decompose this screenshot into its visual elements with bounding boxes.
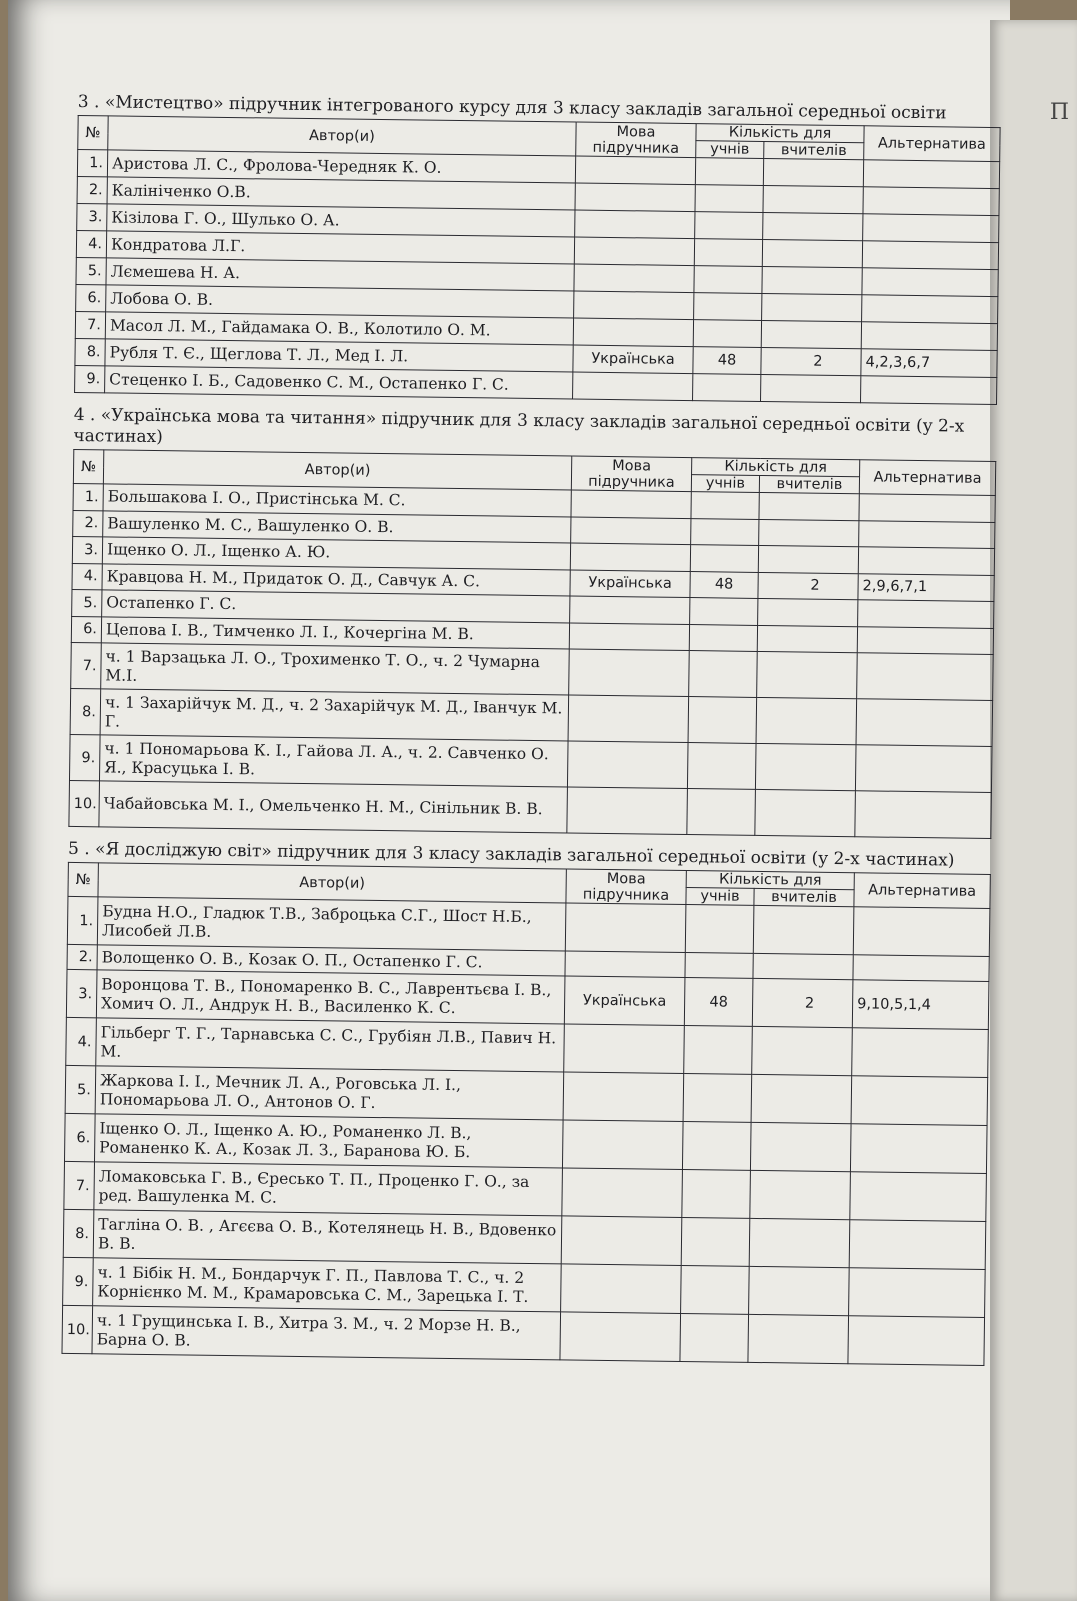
- header-count-for: Кількість для: [686, 871, 854, 890]
- row-language: [574, 237, 694, 266]
- row-teachers-count: [762, 239, 862, 267]
- row-teachers-count: [757, 651, 858, 698]
- row-teachers-count: [758, 598, 858, 626]
- row-language: [562, 1120, 683, 1170]
- row-number: 4.: [66, 1017, 97, 1065]
- header-teachers: вчителів: [754, 888, 854, 906]
- row-authors: Масол Л. М., Гайдамака О. В., Колотило О. М.: [105, 312, 573, 345]
- row-authors: Остапенко Г. С.: [102, 590, 570, 623]
- row-teachers-count: [749, 1218, 850, 1267]
- row-authors: Тагліна О. В. , Агєєва О. В., Котелянець Н. В., Вдовенко В. В.: [93, 1210, 562, 1264]
- row-authors: Іщенко О. Л., Іщенко А. Ю., Романенко Л. В., Романенко К. А., Козак Л. З., Баранова Ю. Б.: [94, 1114, 563, 1168]
- row-students-count: [690, 598, 758, 625]
- row-authors: Кравцова Н. М., Придаток О. Д., Савчук А. С.: [102, 563, 570, 596]
- row-teachers-count: 2: [752, 978, 853, 1027]
- row-students-count: [687, 743, 756, 790]
- row-teachers-count: [756, 697, 857, 744]
- row-authors: Воронцова Т. В., Пономаренко В. С., Лаврентьєва І. В., Хомич О. Л., Андрук Н. В., Василенко К. С.: [96, 970, 565, 1024]
- row-teachers-count: [762, 293, 862, 321]
- row-teachers-count: [748, 1314, 849, 1363]
- row-teachers-count: [762, 266, 862, 294]
- row-alternative: [851, 1076, 988, 1126]
- row-students-count: [684, 1026, 753, 1075]
- row-number: 2.: [67, 944, 97, 969]
- row-alternative: [863, 160, 999, 189]
- row-authors: Іщенко О. Л., Іщенко А. Ю.: [102, 537, 570, 570]
- row-authors: Кондратова Л.Г.: [106, 231, 574, 264]
- row-authors: Стеценко І. Б., Садовенко С. М., Остапенко Г. С.: [105, 366, 573, 399]
- row-alternative: [849, 1220, 986, 1270]
- row-students-count: [681, 1218, 750, 1267]
- row-language: [560, 1312, 681, 1362]
- row-alternative: [850, 1172, 987, 1222]
- row-alternative: [850, 1124, 987, 1174]
- row-language: [561, 1264, 682, 1314]
- row-number: 1.: [67, 896, 98, 944]
- row-number: 4.: [76, 230, 106, 257]
- row-teachers-count: [755, 789, 856, 836]
- header-teachers: вчителів: [764, 141, 864, 159]
- row-language: [574, 264, 694, 293]
- header-author: Автор(и): [98, 863, 566, 903]
- row-language: [575, 210, 695, 239]
- row-number: 6.: [71, 616, 101, 643]
- row-alternative: [861, 322, 997, 351]
- row-number: 9.: [75, 365, 105, 392]
- row-language: [564, 1024, 685, 1074]
- row-number: 6.: [76, 284, 106, 311]
- row-number: 1.: [77, 150, 107, 177]
- row-teachers-count: [753, 905, 854, 954]
- row-teachers-count: [761, 320, 861, 348]
- row-number: 7.: [71, 642, 102, 688]
- row-teachers-count: [749, 1266, 850, 1315]
- row-number: 9.: [63, 1257, 94, 1305]
- header-no: №: [73, 449, 103, 483]
- header-language: Мова підручника: [566, 869, 686, 905]
- row-students-count: [690, 545, 758, 572]
- row-teachers-count: [755, 743, 856, 790]
- row-students-count: [693, 374, 761, 402]
- row-alternative: [849, 1268, 986, 1318]
- row-alternative: [853, 955, 989, 982]
- row-language: [570, 543, 690, 571]
- row-authors: Калініченко О.В.: [107, 177, 575, 210]
- row-alternative: [857, 653, 994, 701]
- row-number: 5.: [65, 1065, 96, 1113]
- row-number: 8.: [75, 338, 105, 365]
- row-teachers-count: [753, 953, 853, 979]
- row-number: 9.: [69, 734, 100, 780]
- row-authors: Вашуленко М. С., Вашуленко О. В.: [103, 510, 571, 543]
- header-author: Автор(и): [108, 116, 576, 156]
- row-students-count: [682, 1122, 751, 1171]
- row-language: [571, 516, 691, 544]
- header-students: учнів: [686, 888, 754, 906]
- row-alternative: [863, 187, 999, 216]
- row-language: [565, 903, 686, 953]
- row-number: 3.: [77, 203, 107, 230]
- row-authors: Цепова І. В., Тимченко Л. І., Кочергіна М. В.: [101, 616, 569, 649]
- row-teachers-count: [759, 519, 859, 547]
- row-students-count: [694, 239, 762, 267]
- row-alternative: [862, 268, 998, 297]
- textbook-table: [68, 449, 996, 839]
- row-language: [574, 291, 694, 320]
- row-language: [563, 1072, 684, 1122]
- row-language: [562, 1168, 683, 1218]
- header-language: Мова підручника: [571, 456, 691, 492]
- row-language: [570, 596, 690, 624]
- row-alternative: 9,10,5,1,4: [852, 980, 989, 1030]
- row-language: [565, 951, 685, 978]
- row-alternative: [856, 699, 993, 747]
- row-alternative: [855, 791, 992, 839]
- row-teachers-count: 2: [758, 572, 858, 600]
- header-alternative: Альтернатива: [864, 126, 1000, 162]
- row-authors: ч. 1 Грущинська І. В., Хитра З. М., ч. 2 Морзе Н. В., Барна О. В.: [92, 1306, 561, 1360]
- row-alternative: [853, 907, 990, 957]
- row-authors: Рубля Т. Є., Щеглова Т. Л., Мед І. Л.: [105, 339, 573, 372]
- next-page-letter: П: [1049, 100, 1069, 125]
- row-teachers-count: [761, 374, 861, 402]
- row-teachers-count: [759, 492, 859, 520]
- row-alternative: [859, 494, 995, 522]
- header-alternative: Альтернатива: [854, 873, 990, 909]
- row-authors: ч. 1 Варзацька Л. О., Трохименко Т. О., ч. 2 Чумарна М.І.: [101, 643, 570, 695]
- row-students-count: [685, 905, 754, 954]
- header-count-for: Кількість для: [692, 458, 860, 477]
- row-alternative: [863, 214, 999, 243]
- textbook-table: [61, 862, 990, 1366]
- row-students-count: [688, 697, 757, 744]
- row-authors: Чабайовська М. І., Омельченко Н. М., Сінільник В. В.: [99, 781, 568, 833]
- header-alternative: Альтернатива: [859, 460, 995, 496]
- row-number: 4.: [72, 563, 102, 590]
- row-alternative: [855, 745, 992, 793]
- row-authors: Лобова О. В.: [106, 285, 574, 318]
- row-language: [571, 490, 691, 518]
- row-language: Українська: [573, 345, 693, 374]
- row-alternative: 2,9,6,7,1: [858, 573, 994, 601]
- row-teachers-count: [763, 212, 863, 240]
- row-alternative: [858, 600, 994, 628]
- section-title: 4 . «Українська мова та читання» підручник для 3 класу закладів загальної середньої освіти (у 2-х частинах): [73, 404, 965, 448]
- row-teachers-count: [751, 1074, 852, 1123]
- header-author: Автор(и): [103, 450, 571, 490]
- row-students-count: [689, 651, 758, 698]
- header-no: №: [78, 116, 108, 150]
- row-number: 1.: [73, 483, 103, 510]
- row-teachers-count: [763, 185, 863, 213]
- row-teachers-count: [758, 545, 858, 573]
- document-content: [61, 92, 1020, 1378]
- row-authors: Гільберг Т. Г., Тарнавська С. С., Грубіян Л.В., Павич Н. М.: [96, 1018, 565, 1072]
- row-students-count: [694, 293, 762, 321]
- row-authors: Аристова Л. С., Фролова-Чередняк К. О.: [107, 150, 575, 183]
- row-authors: Лємешева Н. А.: [106, 258, 574, 291]
- row-alternative: 4,2,3,6,7: [861, 349, 997, 378]
- row-students-count: [680, 1313, 749, 1362]
- row-teachers-count: [750, 1122, 851, 1171]
- row-number: 8.: [70, 688, 101, 734]
- row-language: Українська: [564, 976, 685, 1026]
- row-students-count: [685, 953, 753, 979]
- row-alternative: [852, 1028, 989, 1078]
- row-language: [569, 649, 690, 697]
- row-teachers-count: [750, 1170, 851, 1219]
- row-authors: ч. 1 Пономарьова К. І., Гайова Л. А., ч. 2. Савченко О. Я., Красуцька І. В.: [99, 735, 568, 787]
- row-authors: Будна Н.О., Гладюк Т.В., Заброцька С.Г., Шост Н.Б., Лисобей Л.В.: [97, 897, 566, 951]
- row-authors: Ломаковська Г. В., Єресько Т. П., Проценко Г. О., за ред. Вашуленка М. С.: [94, 1162, 563, 1216]
- row-students-count: [695, 158, 763, 186]
- row-language: [575, 156, 695, 185]
- row-language: [573, 318, 693, 347]
- row-language: [569, 622, 689, 650]
- row-students-count: [687, 789, 756, 836]
- header-students: учнів: [691, 475, 759, 493]
- row-number: 5.: [72, 589, 102, 616]
- row-number: 3.: [66, 969, 97, 1017]
- row-authors: Большакова І. О., Пристінська М. С.: [103, 484, 571, 517]
- header-teachers: вчителів: [759, 475, 859, 493]
- row-number: 10.: [69, 780, 100, 826]
- row-alternative: [862, 241, 998, 270]
- row-teachers-count: [757, 625, 857, 653]
- row-students-count: 48: [693, 347, 761, 375]
- row-alternative: [848, 1316, 985, 1366]
- row-number: 7.: [75, 311, 105, 338]
- row-language: [568, 695, 689, 743]
- row-students-count: [683, 1074, 752, 1123]
- row-alternative: [857, 626, 993, 654]
- row-students-count: 48: [690, 571, 758, 598]
- row-students-count: [681, 1265, 750, 1314]
- row-alternative: [859, 520, 995, 548]
- row-alternative: [861, 376, 997, 405]
- header-students: учнів: [696, 141, 764, 159]
- header-language: Мова підручника: [576, 122, 696, 158]
- row-authors: Волощенко О. В., Козак О. П., Остапенко Г. С.: [97, 945, 565, 976]
- row-language: [575, 183, 695, 212]
- row-students-count: [693, 320, 761, 348]
- row-students-count: [694, 266, 762, 294]
- row-students-count: [695, 212, 763, 240]
- row-teachers-count: [752, 1026, 853, 1075]
- row-language: [567, 741, 688, 789]
- row-language: [561, 1216, 682, 1266]
- row-language: [567, 787, 688, 835]
- row-authors: Жаркова І. І., Мечник Л. А., Роговська Л. І., Пономарьова Л. О., Антонов О. Г.: [95, 1066, 564, 1120]
- row-number: 7.: [64, 1161, 95, 1209]
- row-authors: Кізілова Г. О., Шулько О. А.: [107, 204, 575, 237]
- header-count-for: Кількість для: [696, 124, 864, 143]
- row-number: 3.: [72, 536, 102, 563]
- row-authors: ч. 1 Бібік Н. М., Бондарчук Г. П., Павлова Т. С., ч. 2 Корнієнко М. М., Крамаровська С. М., Зарецька І. Т.: [93, 1258, 562, 1312]
- row-students-count: [689, 624, 757, 651]
- textbook-table: [74, 115, 1001, 405]
- row-number: 2.: [73, 510, 103, 537]
- row-number: 2.: [77, 176, 107, 203]
- row-number: 5.: [76, 257, 106, 284]
- row-language: [573, 372, 693, 401]
- row-language: Українська: [570, 569, 690, 597]
- row-number: 6.: [65, 1113, 96, 1161]
- row-alternative: [858, 547, 994, 575]
- header-no: №: [68, 862, 98, 896]
- row-students-count: [682, 1170, 751, 1219]
- row-alternative: [862, 295, 998, 324]
- row-students-count: [691, 518, 759, 545]
- section-title: 5 . «Я досліджую світ» підручник для 3 класу закладів загальної середньої освіти (у 2-х частинах): [67, 838, 955, 871]
- row-students-count: 48: [684, 978, 753, 1027]
- row-teachers-count: 2: [761, 347, 861, 375]
- row-teachers-count: [763, 158, 863, 186]
- row-authors: ч. 1 Захарійчук М. Д., ч. 2 Захарійчук М. Д., Іванчук М. Г.: [100, 689, 569, 741]
- row-students-count: [695, 185, 763, 213]
- row-students-count: [691, 492, 759, 519]
- row-number: 8.: [63, 1209, 94, 1257]
- section-title: 3 . «Мистецтво» підручник інтегрованого курсу для 3 класу закладів загальної середньої освіти: [77, 92, 947, 124]
- row-number: 10.: [62, 1305, 93, 1353]
